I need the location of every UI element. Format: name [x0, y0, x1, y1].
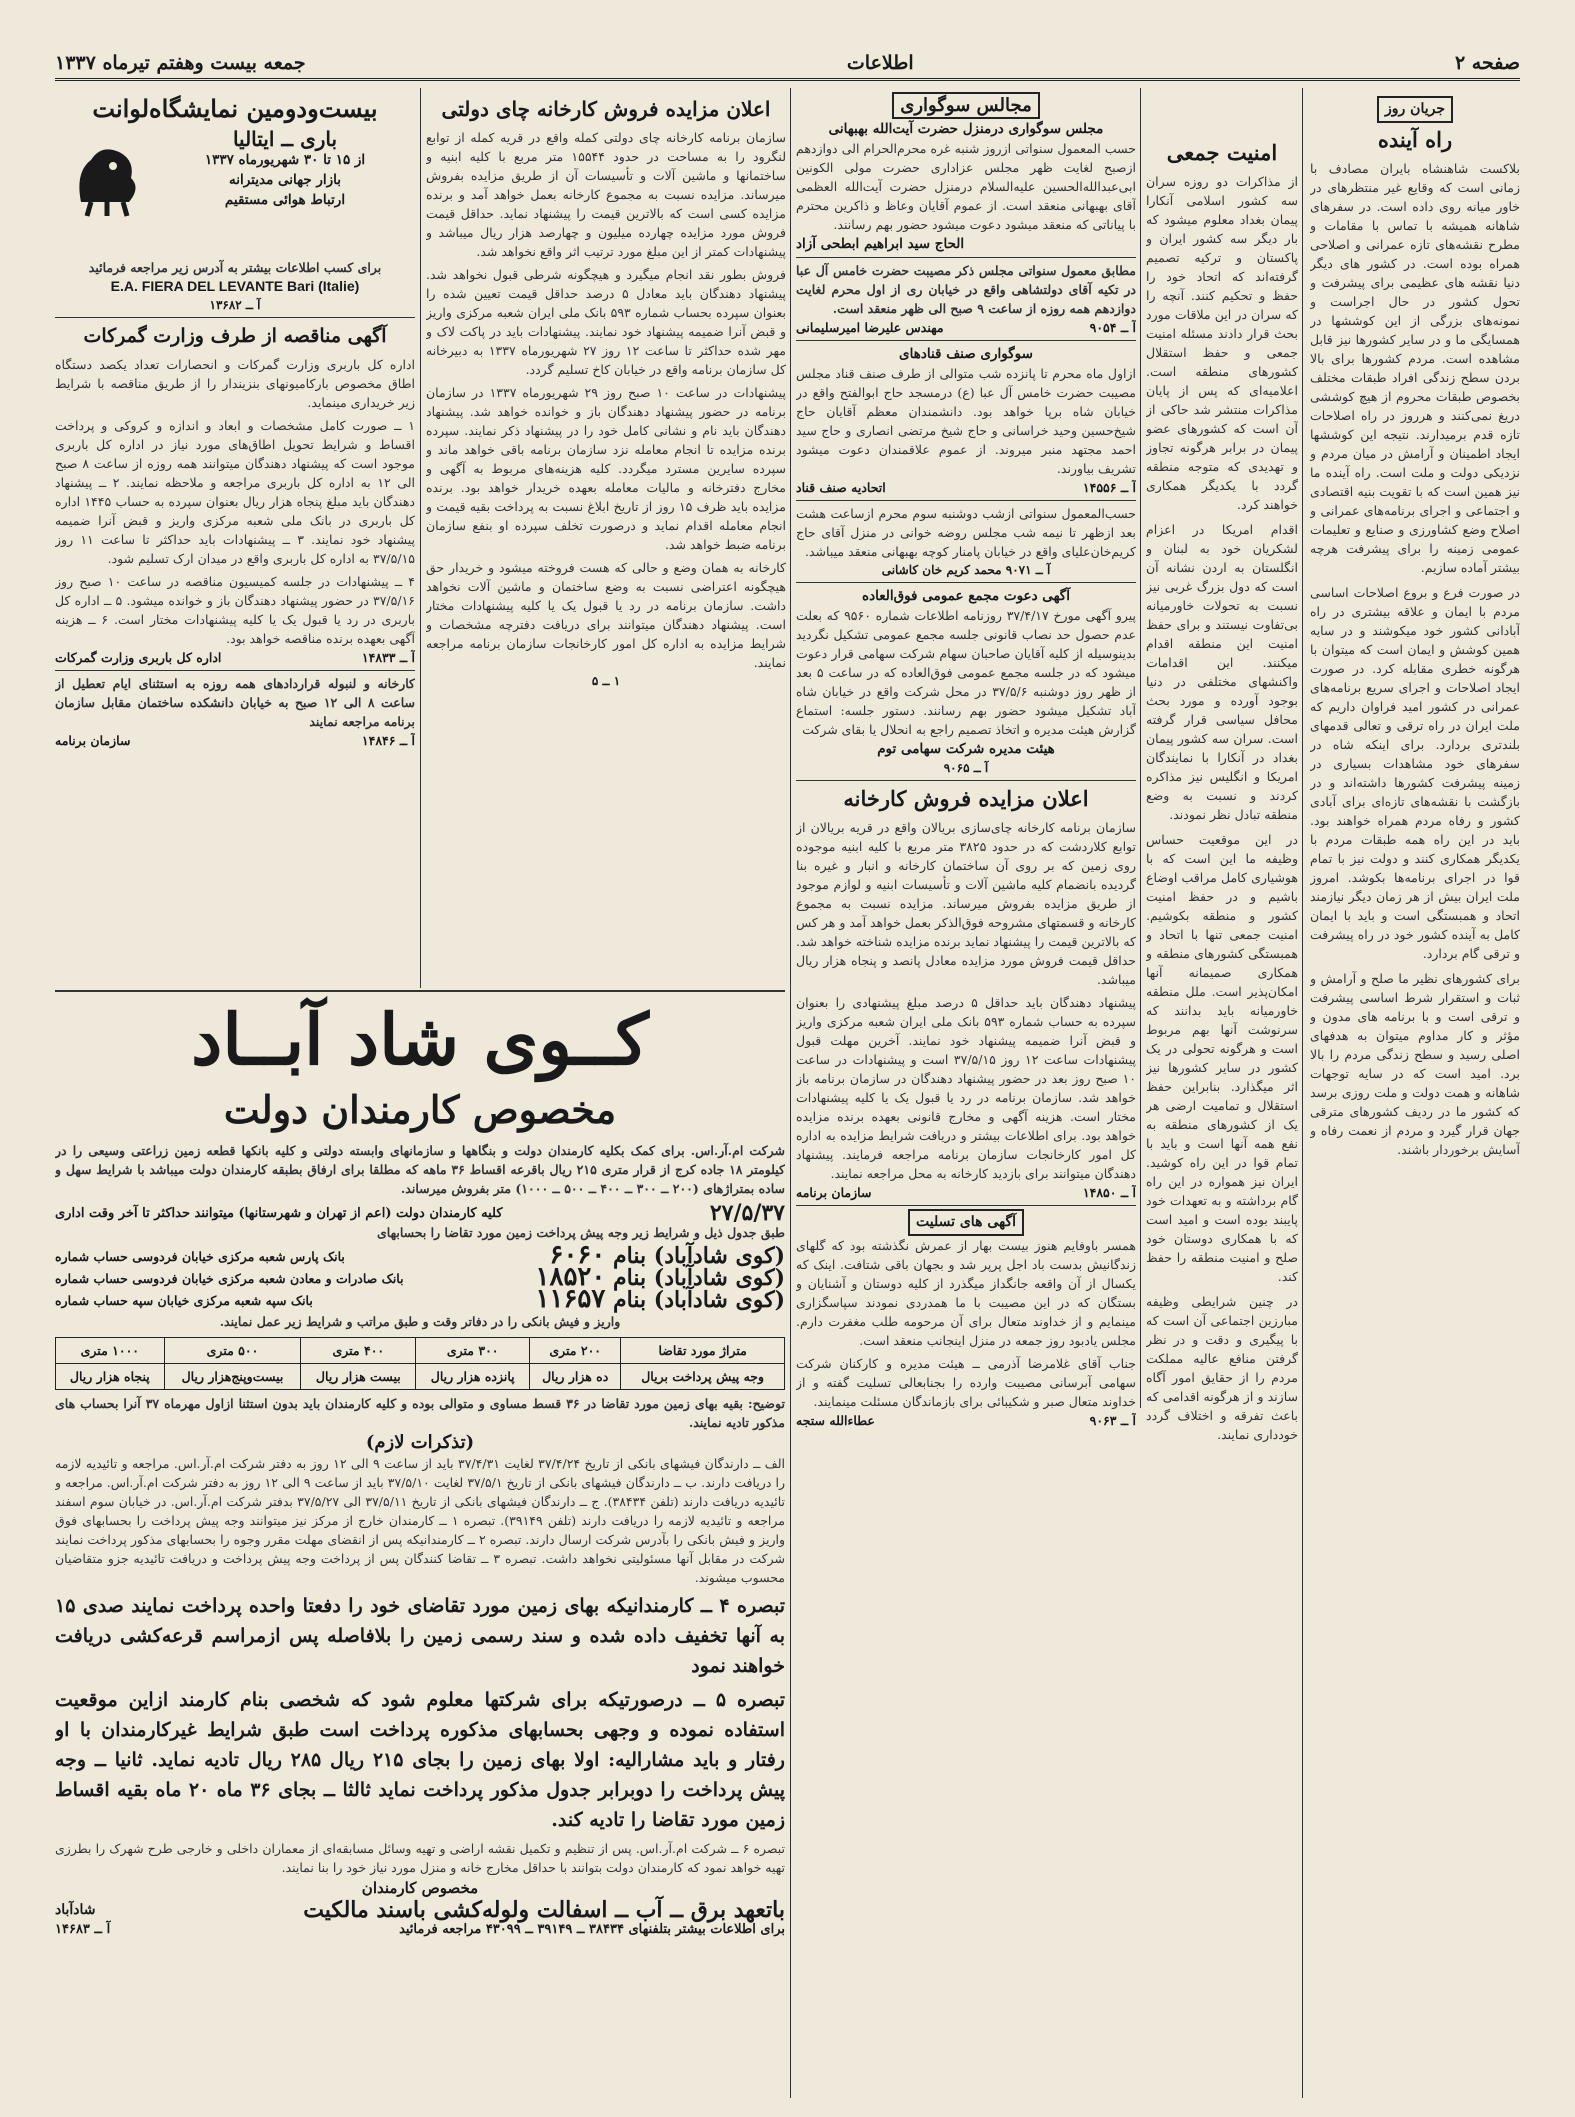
account-row [55, 1284, 785, 1314]
notice-signature: آ ــ ۹۰۷۱ محمد کریم خان کاشانی [881, 563, 1051, 577]
remarks-text: الف ــ دارندگان فیشهای بانکی از تاریخ ۳۷/۴/۲۴ لغایت ۳۷/۴/۳۱ باید از ساعت ۹ الی ۱۲ روز به دفتر شرکت ام.آر.اس. مراجعه و تائیدیه لازمه را دریافت دارند. ب ــ دارندگان فیشهای بانکی از تاریخ ۳۷/۵/۱ لغایت ۳۷/۵/۱۰ باید از ساعت ۹ الی ۱۲ روز به دفتر شرکت ام.آر.اس. مراجعه و تائیدیه دریافت دارند (تلفن ۳۸۴۳۴). ج ــ دارندگان فیشهای بانکی از تاریخ ۳۷/۵/۱۱ الی ۳۷/۵/۲۷ بدفتر شرکت ام.آر.اس. در خیابان سوم اسفند مراجعه و تائیدیه لازمه را دریافت دارند (تلفن ۳۹۱۴۹). تبصره ۱ ــ کارمندان خارج از مرکز نیز میتوانند وجه پیش پرداخت را بحسابهای فوق واریز و فیش بانکی را بآدرس شرکت ارسال دارند. تبصره ۲ ــ کارمندانیکه پس از انقضای مهلت مقرر وجوه را بحسابهای مذکور پرداخت نمایند شرکت در مقابل آنها مسئولیتی نخواهد داشت. تبصره ۳ ــ تقاضا کنندگان پس از پرداخت وجه پیش پرداخت و دریافت تائیدیه جزو متقاضیان محسوب میشوند. [55, 1456, 785, 1585]
notice-text: حسب‌المعمول سنواتی ازشب دوشنبه سوم محرم ازساعت هشت بعد ازظهر تا نیمه شب مجلس روضه خوانی در منزل آقای حاج کریم‌خان‌علیای واقع در خیابان پامنار کوچه بهبهانی منعقد میباشد. [796, 506, 1136, 559]
notices-title: مجالس سوگواری [892, 92, 1039, 119]
condolence-title: آگهی های تسلیت [908, 1209, 1024, 1236]
notice-code: آ ــ ۱۴۶۸۳ [55, 1922, 111, 1937]
editorial-column [1310, 92, 1520, 2090]
page-number: صفحه ۲ [1454, 52, 1520, 74]
remarks-text: تبصره ۶ ــ شرکت ام.آر.اس. پس از تنظیم و تکمیل نقشه اراضی و تهیه وسائل مسابقه‌ای از معماران داخلی و خارجی طرح شهرک را بطرزی تهیه خواهد نمود که کارمندان دولت بتوانند با حداقل مخارج خانه و منزل مورد نیاز خود را بنا نمایند. [55, 1841, 785, 1875]
section-divider [55, 990, 785, 992]
notice-signature: الحاج سید ابراهیم ابطحی آزاد [796, 236, 965, 252]
account-row [55, 1262, 785, 1292]
notice-text: کارخانه و لنبوله قراردادهای همه روزه به استثنای ایام تعطیل از ساعت ۸ الی ۱۲ صبح به خیابان دانشکده ساختمان مقابل سازمان برنامه مراجعه نمایند [55, 676, 415, 729]
advert-text: واریز و فیش بانکی را در دفاتر وقت و طبق مراتب و شرایط زیر عمل نمایند. [219, 1314, 621, 1329]
table-cell: وجه پیش پرداخت بریال [621, 1364, 785, 1390]
account-list [55, 1240, 785, 1314]
editorial-text: برای کشورهای نظیر ما صلح و آرامش و ثبات و استقرار شرط اساسی پیشرفت و ترقی است و با برنامه های مدون و مؤثر و کار مداوم میتوان به هدفهای اصلی رسید و سطح زندگی مردم را بالا برد. امید است که در سایه توجهات شاهانه و همت دولت و ملت روزی برسد که کشور ما در ردیف کشورهای مترقی جهان قرار گیرد و مردم از نعمت رفاه و آسایش برخوردار باشند. [1310, 971, 1520, 1157]
advert-note: توضیح: بقیه بهای زمین مورد تقاضا در ۳۶ قسط مساوی و متوالی بوده و کلیه کارمندان باید بدون استثنا ازاول مهرماه ۳۷ آنرا بحساب های مذکور تادیه نمایند. [55, 1396, 785, 1430]
notice-heading: سوگواری صنف قنادهای [899, 346, 1033, 362]
auction-title: اعلان مزایده فروش کارخانه [843, 786, 1089, 811]
table-cell: بیست‌وپنج‌هزار ریال [164, 1364, 301, 1390]
advert-place: شادآباد [55, 1902, 96, 1918]
account-label: بنام [613, 1265, 647, 1291]
account-row [55, 1240, 785, 1270]
fair-address: E.A. FIERA DEL LEVANTE Bari (Italie) [110, 278, 360, 294]
advert-title: کــوی شاد آبــاد [191, 998, 649, 1081]
column-divider [1302, 88, 1303, 2098]
land-sale-advert [55, 995, 785, 2093]
notice-code: آ ــ ۱۴۸۴۶ [361, 733, 415, 748]
price-table [55, 1337, 785, 1390]
fair-city: باری ــ ایتالیا [232, 127, 338, 151]
paper-name: اطلاعات [846, 52, 914, 74]
column-divider [420, 88, 421, 988]
account-name: (کوی شادآباد) [653, 1287, 785, 1313]
notice-code: آ ــ ۱۴۸۵۰ [1082, 1185, 1136, 1200]
account-bank: بانک صادرات و معادن شعبه مرکزی خیابان فردوسی حساب شماره [55, 1270, 404, 1286]
table-cell: ۳۰۰ متری [416, 1338, 530, 1364]
tender-signature: اداره کل باربری وزارت گمرکات [55, 650, 222, 665]
account-number: ۱۱۶۵۷ [535, 1284, 606, 1314]
column-divider [790, 88, 791, 2098]
account-label: بنام [613, 1287, 647, 1313]
table-cell: بیست هزار ریال [301, 1364, 416, 1390]
column-divider [1140, 88, 1141, 1408]
notice-signature: سازمان برنامه [55, 733, 131, 748]
table-cell: ۲۰۰ متری [530, 1338, 621, 1364]
account-name: (کوی شادآباد) [653, 1265, 785, 1291]
notice-code: آ ــ ۱۴۵۵۶ [1082, 480, 1136, 495]
article-text: در چنین شرایطی وظیفه مبارزین اجتماعی آن است که با پیگیری و دقت و در نظر گرفتن منافع عالیه مملکت مردم را از حقایق امور آگاه سازند و از هرگونه اقدامی که باعث تفرقه و اختلاف گردد خودداری نمایند. [1146, 1294, 1298, 1442]
auction-text: پیشنهادات در ساعت ۱۰ صبح روز ۲۹ شهریورماه ۱۳۳۷ در سازمان برنامه در حضور پیشنهاد دهندگان باز و خوانده خواهد شد. پیشنهاد دهندگان باید نام و نشانی کامل خود را در پیشنهاد ذکر نمایند. سپرده برنده مزایده تا انجام معامله نزد سازمان برنامه باقی خواهد ماند و سپرده سایرین مسترد میگردد. کلیه هزینه‌های مربوط به آگهی و مخارج دفترخانه و مالیات معامله بعهده خریدار خواهد بود. برنده مزایده باید ظرف ۱۵ روز از تاریخ ابلاغ نسبت به پرداخت بقیه قیمت و انجام معامله اقدام نماید و درصورت تخلف سپرده او بنفع سازمان برنامه ضبط خواهد شد. [426, 385, 786, 552]
masthead [55, 48, 1520, 81]
notice-code: آ ــ ۱۴۸۳۳ [361, 650, 415, 665]
condolence-text: جناب آقای غلامرضا آذرمی ــ هیئت مدیره و کارکنان شرکت سهامی آبرسانی مصیبت وارده را بجنابعالی تسلیت گفته و از خداوند متعال صبر و شکیبائی برای بازماندگان مسئلت مینمایند. [796, 1356, 1136, 1409]
notice-code: آ ــ ۹۰۶۵ [943, 761, 989, 775]
notice-code: آ ــ ۹۰۶۳ [1089, 1413, 1136, 1428]
ads-column [55, 92, 415, 982]
fair-line: ارتباط هوائی مستقیم [224, 192, 346, 208]
notice-signature: هیئت مدیره شرکت سهامی توم [877, 741, 1055, 757]
fair-line: بازار جهانی مدیترانه [228, 172, 342, 188]
auction-text: کارخانه به همان وضع و حالی که هست فروخته میشود و خریدار حق هیچگونه اعتراضی نسبت به وضع ساختمان و ماشین آلات نخواهد داشت. سازمان برنامه در رد یا قبول یک یا کلیه پیشنهادات مختار است. پیشنهاد دهندگان میتوانند برای دریافت دفترچه مشخصات و شرایط مزایده به اداره کل امور کارخانجات سازمان برنامه مراجعه نمایند. [426, 560, 786, 670]
notice-heading: مجلس سوگواری درمنزل حضرت آیت‌الله بهبهانی [828, 121, 1104, 137]
deadline-date: ۲۷/۵/۳۷ [709, 1200, 785, 1226]
advert-intro: شرکت ام.آر.اس. برای کمک بکلیه کارمندان دولت و بنگاهها و سازمانهای وابسته دولتی و کلیه بانکها قطعه زمین زراعتی وسیعی را در کیلومتر ۱۸ جاده کرج از قرار متری ۲۱۵ ریال باقرعه اقساط ۳۶ ماهه که مطلقا برای ارفاق بطبقه کارمندان دولت میباشد با شرایط سهل و ساده بمتراژهای (۲۰۰ ــ ۳۰۰ ــ ۴۰۰ ــ ۵۰۰ ــ ۱۰۰۰) متر بفروش میرساند. [55, 1143, 785, 1196]
advert-subtitle: مخصوص کارمندان دولت [223, 1087, 617, 1132]
article-text: اقدام امریکا در اعزام لشکریان خود به لبنان و انگلستان به اردن نشانه آن است که دول بزرگ غربی نیز نسبت به تحولات خاورمیانه بی‌تفاوت نیستند و برای حفظ امنیت این منطقه اقدام میکنند. این اقدامات واکنشهای مختلفی در دنیا بوجود آورده و مورد بحث محافل سیاسی قرار گرفته است. سران سه کشور پیمان بغداد در آنکارا با نمایندگان امریکا و انگلیس نیز مذاکره کردند و نسبت به وضع منطقه تبادل نظر نمودند. [1146, 522, 1298, 822]
tender-text: ۱ ــ صورت کامل مشخصات و ابعاد و اندازه و کروکی و پرداخت اقساط و شرایط تحویل اطاق‌های مورد نیاز در اداره کل باربری موجود است که پیشنهاد دهندگان میتوانند همه روزه از ساعت ۸ صبح الی ۱۲ به اداره کل باربری مراجعه و ملاحظه نمایند. ۲ ــ پیشنهاد دهندگان باید مبلغ پنجاه هزار ریال بعنوان سپرده به حساب ۱۴۴۵ اداره کل باربری در بانک ملی شعبه مرکزی واریز و قبض آنرا ضمیمه پیشنهاد خود نمایند. ۳ ــ پیشنهادات باید حداکثر تا ساعت ۱۱ روز ۳۷/۵/۱۵ به اداره کل باربری واقع در میدان ارک تسلیم شود. [55, 418, 415, 566]
auction-text: فروش بطور نقد انجام میگیرد و هیچگونه شرطی قبول نخواهد شد. پیشنهاد دهندگان باید معادل ۵ درصد حداقل قیمت تعیین شده را بعنوان سپرده بحساب شماره ۵۹۳ بانک ملی ایران شعبه مرکزی واریز و قبض آنرا ضمیمه پیشنهاد خود نمایند. پیشنهادات باید در پاکت لاک و مهر شده حداکثر تا ساعت ۱۲ روز ۲۷ شهریورماه ۱۳۳۷ به دبیرخانه کل سازمان برنامه واقع در خیابان کاخ تسلیم گردد. [426, 267, 786, 377]
tender-title: آگهی مناقصه از طرف وزارت گمرکات [83, 325, 387, 347]
remark-highlight: تبصره ۴ ــ کارمندانیکه بهای زمین مورد تقاضای خود را دفعتا واحده پرداخت نمایند صدی ۱۵ به آنها تخفیف داده شده و سند رسمی زمین را بلافاصله پس ازمراسم قرعه‌کشی دریافت خواهند نمود [55, 1595, 785, 1677]
fair-dates: از ۱۵ تا ۳۰ شهریورماه ۱۳۳۷ [204, 152, 366, 168]
notice-text: ازاول ماه محرم تا پانزده شب متوالی از طرف صنف قناد مجلس مصیبت حضرت خامس آل عبا (ع) درمسجد حاج ابوالفتح واقع در خیابان شاه برپا خواهد بود. دانشمندان معظم آقایان حاج شیخ‌حسین وحید خراسانی و حاج شیخ مرتضی انصاری و حاج سید احمد مجتهد منبر میروند. از عموم علاقمندان دعوت میشود تشریف بیاورند. [796, 366, 1136, 476]
notice-text: حسب المعمول سنواتی ازروز شنبه غره محرم‌الحرام الی دوازدهم ازصبح لغایت ظهر مجلس عزاداری حضرت مولی الکونین ابی‌عبدالله‌الحسین علیه‌السلام درمنزل حضرت آیت‌الله العظمی آقای بهبهانی منعقد است. از عموم آقایان وعاظ و ذاکرین محترم با پیاناتی که منعقد میشود دعوت میشود حضور بهم رسانند. [796, 141, 1136, 232]
notice-heading: آگهی دعوت مجمع عمومی فوق‌العاده [862, 588, 1070, 604]
section-label: جریان روز [1377, 96, 1453, 123]
table-cell: متراژ مورد تقاضا [621, 1338, 785, 1364]
fair-text: برای کسب اطلاعات بیشتر به آدرس زیر مراجعه فرمائید [88, 260, 382, 275]
notice-text: پیرو آگهی مورخ ۳۷/۴/۱۷ روزنامه اطلاعات شماره ۹۵۶۰ که بعلت عدم حصول حد نصاب قانونی جلسه مجمع عمومی تشکیل نگردید بدینوسیله از کلیه آقایان صاحبان سهام شرکت سهامی قرار دعوت میشود که در جلسه مجمع عمومی فوق‌العاده که در ساعت ۵ بعد از ظهر روز دوشنبه ۳۷/۵/۶ در محل شرکت واقع در خیابان شاه آباد تشکیل میشود حضور بهم رسانند. دستور جلسه: استماع گزارش هیئت مدیره و اتخاذ تصمیم راجع به انحلال یا بقای شرکت [796, 608, 1136, 737]
notice-signature: اتحادیه صنف قناد [796, 480, 886, 495]
account-bank: بانک پارس شعبه مرکزی خیابان فردوسی حساب شماره [55, 1248, 345, 1264]
article-column [1146, 92, 1298, 2090]
auction-text: سازمان برنامه کارخانه چای‌سازی بریالان واقع در قریه بریالان از توابع کلاردشت که در حدود ۳۸۲۵ متر مربع با کلیه ابنیه موجوده روی زمین که بر روی آن ساختمان کارخانه و انبار و غیره بنا گردیده بانضمام کلیه ماشین آلات و تأسیسات ابنیه و لوازم موجود از طریق مزایده بفروش میرساند. مزایده نسبت به مجموع کارخانه و قسمتهای مشروحه فوق‌الذکر بعمل خواهد آمد و هر کس که بالاترین قیمت را پیشنهاد نماید برنده مزایده شناخته خواهد شد. حداقل قیمت فروش مورد مزایده معادل پانصد و پنجاه هزار ریال میباشد. [796, 820, 1136, 987]
advert-signature: مخصوص کارمندان [361, 1879, 479, 1897]
table-cell: ۵۰۰ متری [164, 1338, 301, 1364]
issue-date: جمعه بیست وهفتم تیرماه ۱۳۳۷ [55, 52, 306, 74]
table-cell: ۱۰۰۰ متری [56, 1338, 165, 1364]
advert-slogan: باتعهد برق ــ آب ــ اسفالت ولوله‌کشی باسند مالکیت [303, 1897, 785, 1923]
auction-title: اعلان مزایده فروش کارخانه چای دولتی [441, 97, 771, 121]
price-table-header [56, 1338, 785, 1364]
auction-text: پیشنهاد دهندگان باید حداقل ۵ درصد مبلغ پیشنهادی را بعنوان سپرده به حساب شماره ۵۹۳ بانک ملی ایران شعبه مرکزی واریز و قبض آنرا ضمیمه پیشنهاد خود نمایند. آخرین مهلت قبول پیشنهادات ساعت ۱۲ روز ۳۷/۵/۱۵ است و پیشنهادات در ساعت ۱۰ صبح روز بعد در حضور پیشنهاد دهندگان در سازمان برنامه باز خواهد شد. سازمان برنامه در رد یا قبول یک یا کلیه پیشنهادات مختار است. هزینه آگهی و مخارج قانونی بعهده برنده مزایده خواهد بود. برای اطلاعات بیشتر و دریافت شرایط مزایده به اداره کل امور کارخانجات سازمان برنامه مراجعه فرمایند. پیشنهاد دهندگان میتوانند برای بازدید کارخانه به محل مراجعه نمایند. [796, 995, 1136, 1181]
table-cell: ده هزار ریال [530, 1364, 621, 1390]
table-cell: پنجاه هزار ریال [56, 1364, 165, 1390]
account-number: ۶۰۶۰ [549, 1240, 606, 1270]
editorial-title: راه آینده [1377, 127, 1453, 152]
tender-text: اداره کل باربری وزارت گمرکات و انحصارات تعداد یکصد دستگاه اطاق مخصوص بارکامیونهای بنزیندار را از طریق مناقصه با شرایط زیر خریداری مینماید. [55, 357, 415, 410]
editorial-text: در صورت فرع و بروع اصلاحات اساسی مردم با ایمان و علاقه بیشتری در راه آبادانی کشور خود میکوشند و در سایه همین کوشش و ایمان است که میتوان با هرگونه خطری مقابله کرد. در صورت ایجاد اصلاحات و اجرای سریع برنامه‌های عمرانی در کشور امید فراوان داریم که ملت ایران در راه ترقی و تعالی قدمهای بلندتری بردارد. برای اینکه شاه در سفرهای خود مشاهدات بسیاری در زمینه پیشرفت کشورها داشته‌اند و در بازگشت با نقشه‌های تازه‌ای برای آبادی کشور و رفاه مردم همراه خواهند بود. باید در این راه همه طبقات مردم با یکدیگر همکاری کنند و دولت نیز با تمام قوا در اجرای برنامه‌ها بکوشد. امروز ملت ایران بیش از هر زمان دیگر نیازمند اتحاد و همبستگی است و باید با ایمان کامل به آینده کشور خود در راه پیشرفت و ترقی گام بردارد. [1310, 585, 1520, 961]
account-name: (کوی شادآباد) [653, 1243, 785, 1269]
fair-logo-icon [61, 132, 149, 220]
remarks-title: (تذکرات لازم) [365, 1432, 475, 1453]
table-cell: ۴۰۰ متری [301, 1338, 416, 1364]
notices-column [796, 92, 1136, 2090]
tender-text: ۴ ــ پیشنهادات در جلسه کمیسیون مناقصه در ساعت ۱۰ صبح روز ۳۷/۵/۱۶ در حضور پیشنهاد دهندگان باز و خوانده میشود. ۵ ــ اداره کل باربری در رد یا قبول یک یا کلیه پیشنهادات مختار است. ۶ ــ هزینه آگهی بعهده برنده مناقصه خواهد بود. [55, 574, 415, 646]
article-title: امنیت جمعی [1166, 140, 1278, 165]
fair-title: بیست‌ودومین نمایشگاه‌لوانت [92, 94, 378, 123]
editorial-text: بلاکست شاهنشاه بایران مصادف با زمانی است که وقایع غیر منتظرهای در خاور میانه روی داده است. در سفرهای شاهانه همیشه با تماس با مقامات و مطرح نقشه‌های تازه عمرانی و اصلاحی همراه بوده است. در کشور های دیگر دنیا نقشه های عظیمی برای پیشرفت و تحول کشور در حال اجراست و نمونه‌های بزرگی از این کوششها در همسایگی ما و در سایر کشورها نیز قابل مشاهده است. مردم کشورها برای بالا بردن سطح زندگی افراد طبقات مختلف بخصوص طبقات محروم از هیچ کوششی دریغ نمی‌کنند و هرروز در راه اصلاحات تازه قدم برمیدارند. نتیجه این کوششها ایجاد اطمینان و آرامش در میان مردم و نزدیکی دولت و ملت است. راه آینده ما نیز همین است که با تقویت بنیه اقتصادی و اجتماعی و اجرای برنامه‌های عمرانی و اصلاح وضع کشاورزی و صنایع و تعلیمات عمومی زمینه را برای پیشرفت هرچه بیشتر آماده سازیم. [1310, 161, 1520, 575]
remark-highlight: تبصره ۵ ــ درصورتیکه برای شرکتها معلوم شود که شخصی بنام کارمند ازاین موقعیت استفاده نموده و وجهی بحسابهای مذکوره پرداخت است طبق شرایط غیرکارمندان با او رفتار و باید مشارالیه: اولا بهای زمین را بجای ۲۱۵ ریال ۲۸۵ ریال تادیه نماید. ثانیا ــ وجه پیش پرداخت را دوبرابر جدول مذکور پرداخت نماید ثالثا ــ بجای ۳۶ ماه ۲۰ ماه بقیه اقساط زمین مورد تقاضا را تادیه کند. [55, 1689, 785, 1831]
tea-auction-column [426, 92, 786, 982]
notice-signature: مهندس علیرضا امیرسلیمانی [796, 320, 944, 335]
advert-contact: برای اطلاعات بیشتر بتلفنهای ۳۸۴۳۴ ــ ۳۹۱۴۹ ــ ۴۳۰۹۹ مراجعه فرمائید [399, 1922, 785, 1937]
account-bank: بانک سپه شعبه مرکزی خیابان سپه حساب شماره [55, 1292, 313, 1308]
auction-text: سازمان برنامه کارخانه چای دولتی کمله واقع در قریه کمله از توابع لنگرود را به مساحت در حدود ۱۵۵۴۴ متر مربع با کلیه ابنیه و ساختمانها و ماشین آلات و تأسیسات آن از طریق مزایده بفروش میرساند. مزایده نسبت به مجموع کارخانه بعمل خواهد آمد و برنده مزایده کسی است که بالاترین قیمت را پیشنهاد نماید. حداقل قیمت فروش مورد مزایده چهارده میلیون و چهارصد هزار ریال میباشد و پیشنهادات کمتر از این مبلغ مورد ترتیب اثر واقع نخواهد شد. [426, 130, 786, 259]
notice-code: آ ــ ۹۰۵۴ [1089, 320, 1136, 335]
advert-text: طبق جدول ذیل و شرایط زیر وجه پیش پرداخت زمین مورد تقاضا را بحسابهای [376, 1225, 785, 1240]
account-label: بنام [613, 1243, 647, 1269]
notice-code: ۱ ــ ۵ [591, 674, 621, 688]
price-table-row [56, 1364, 785, 1390]
notice-signature: عطاءالله ستجه [796, 1413, 875, 1428]
notice-text: مطابق معمول سنواتی مجلس ذکر مصیبت حضرت خامس آل عبا در تکیه آقای دولتشاهی واقع در خیابان ری از اول محرم لغایت دوازدهم همه روزه از ساعت ۹ صبح الی ظهر منعقد است. [796, 263, 1136, 316]
condolence-text: همسر باوفایم هنوز بیست بهار از عمرش نگذشته بود که گلهای زندگانیش بدست باد اجل پرپر شد و بجهان باقی شتافت. اینک که یکسال از آن واقعه جانگداز میگذرد از کلیه دوستان و آشنایان و بستگان که در این مصیبت با ما همدردی نمودند سپاسگزاری مینمایم و از خداوند متعال برای آن مرحومه طلب مغفرت دارم. مجلس یادبود روز جمعه در منزل اینجانب منعقد است. [796, 1238, 1136, 1348]
article-text: در این موقعیت حساس وظیفه ما این است که با هوشیاری کامل مراقب اوضاع باشیم و در حفظ امنیت کشور و منطقه بکوشیم. امنیت جمعی تنها با اتحاد و همبستگی کشورهای منطقه و همکاری صمیمانه آنها امکان‌پذیر است. ملل منطقه خاورمیانه باید بدانند که سرنوشت آنها بهم مربوط است و هرگونه تحولی در یک کشور در سایر کشورها نیز اثر میگذارد. بنابراین حفظ استقلال و تمامیت ارضی هر یک از کشورهای منطقه به نفع همه آنها است و باید با تمام قوا در این راه کوشید. ایران نیز همواره در این راه گام برداشته و به تعهدات خود پایبند بوده است و امید است که با همکاری دوستان خود صلح و امنیت منطقه را حفظ کند. [1146, 832, 1298, 1284]
notice-signature: سازمان برنامه [796, 1185, 872, 1200]
article-text: از مذاکرات دو روزه سران سه کشور اسلامی آنکارا پیمان بغداد معلوم میشود که بار دیگر سه کشور ایران و پاکستان و ترکیه تصمیم گرفته‌اند که اتحاد خود را حفظ و تحکیم کنند. آنچه را که سران در این ملاقات مورد بحث قرار دادند مسئله امنیت جمعی و حفظ استقلال کشورهای منطقه است. اعلامیه‌ای که پس از پایان مذاکرات منتشر شد حاکی از آن است که کشورهای عضو پیمان در برابر هرگونه تجاوز و تهدیدی که متوجه منطقه گردد با یکدیگر همکاری خواهند کرد. [1146, 174, 1298, 512]
deadline-text: کلیه کارمندان دولت (اعم از تهران و شهرستانها) میتوانند حداکثر تا آخر وقت اداری [55, 1206, 503, 1221]
account-number: ۱۸۵۲۰ [535, 1262, 606, 1292]
notice-code: آ ــ ۱۳۶۸۲ [209, 298, 261, 312]
table-cell: پانزده هزار ریال [416, 1364, 530, 1390]
